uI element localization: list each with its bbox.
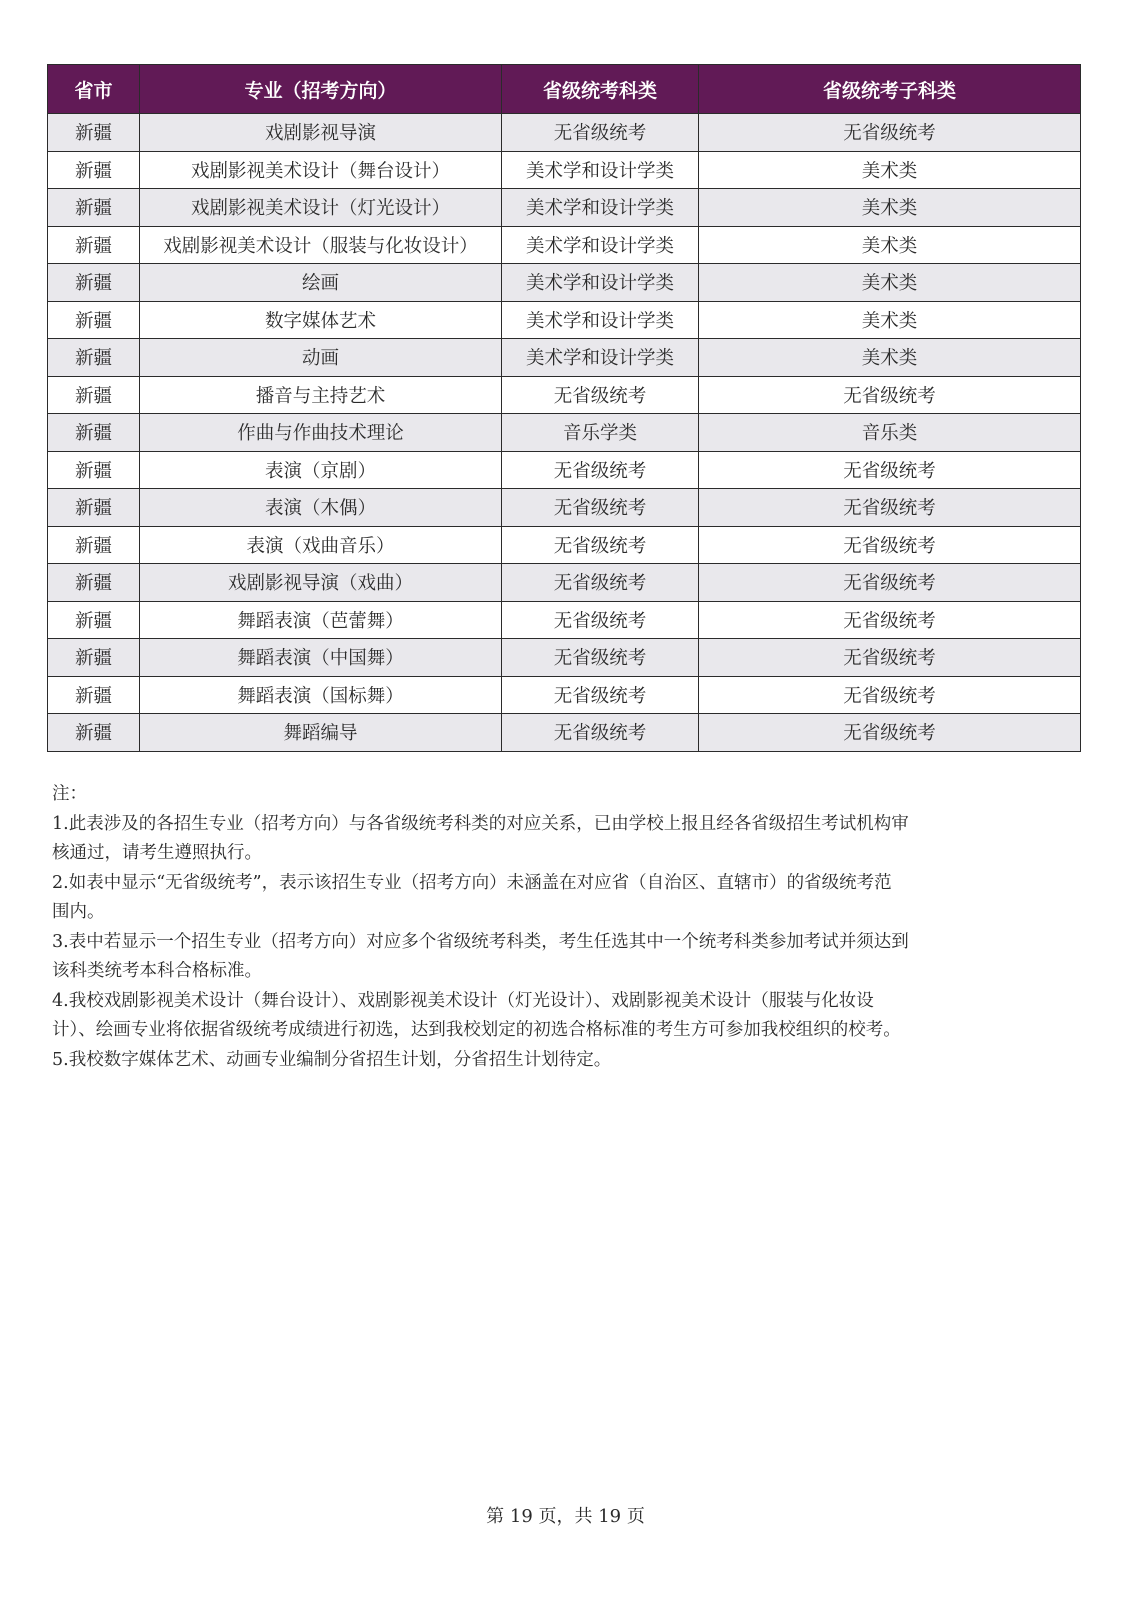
cell-exam-category: 美术学和设计学类 xyxy=(502,301,699,339)
cell-major: 舞蹈编导 xyxy=(140,714,502,752)
cell-province: 新疆 xyxy=(48,414,140,452)
table-row xyxy=(48,151,1081,189)
table-row xyxy=(48,376,1081,414)
cell-province: 新疆 xyxy=(48,151,140,189)
cell-province: 新疆 xyxy=(48,339,140,377)
table-row xyxy=(48,676,1081,714)
cell-exam-subcategory: 美术类 xyxy=(699,151,1081,189)
note-line: 5.我校数字媒体艺术、动画专业编制分省招生计划，分省招生计划待定。 xyxy=(52,1049,612,1070)
cell-exam-subcategory: 音乐类 xyxy=(699,414,1081,452)
header-province: 省市 xyxy=(48,65,140,114)
cell-exam-subcategory: 美术类 xyxy=(699,189,1081,227)
header-row xyxy=(48,65,1081,114)
cell-exam-subcategory: 美术类 xyxy=(699,301,1081,339)
cell-exam-subcategory: 美术类 xyxy=(699,264,1081,302)
cell-exam-subcategory: 无省级统考 xyxy=(699,489,1081,527)
cell-exam-subcategory: 无省级统考 xyxy=(699,114,1081,152)
cell-exam-subcategory: 美术类 xyxy=(699,339,1081,377)
cell-exam-subcategory: 无省级统考 xyxy=(699,526,1081,564)
cell-exam-category: 无省级统考 xyxy=(502,639,699,677)
table-row xyxy=(48,226,1081,264)
table-row xyxy=(48,451,1081,489)
cell-major: 戏剧影视美术设计（灯光设计） xyxy=(140,189,502,227)
cell-province: 新疆 xyxy=(48,226,140,264)
cell-major: 表演（京剧） xyxy=(140,451,502,489)
table-row xyxy=(48,526,1081,564)
page-number: 第 19 页，共 19 页 xyxy=(486,1506,645,1527)
cell-province: 新疆 xyxy=(48,676,140,714)
admission-category-table xyxy=(47,64,1081,752)
cell-exam-category: 无省级统考 xyxy=(502,564,699,602)
notes-lines xyxy=(52,810,1072,1076)
cell-major: 绘画 xyxy=(140,264,502,302)
cell-exam-subcategory: 无省级统考 xyxy=(699,451,1081,489)
cell-major: 舞蹈表演（芭蕾舞） xyxy=(140,601,502,639)
cell-exam-category: 美术学和设计学类 xyxy=(502,151,699,189)
note-line: 3.表中若显示一个招生专业（招考方向）对应多个省级统考科类，考生任选其中一个统考科类参加考试并须达到 xyxy=(52,931,909,952)
notes-section xyxy=(52,780,1072,1075)
cell-exam-category: 无省级统考 xyxy=(502,601,699,639)
cell-exam-category: 音乐学类 xyxy=(502,414,699,452)
table-row xyxy=(48,414,1081,452)
cell-major: 戏剧影视美术设计（舞台设计） xyxy=(140,151,502,189)
cell-major: 表演（木偶） xyxy=(140,489,502,527)
cell-province: 新疆 xyxy=(48,601,140,639)
note-line: 2.如表中显示“无省级统考”，表示该招生专业（招考方向）未涵盖在对应省（自治区、直辖市）的省级统考范 xyxy=(52,872,892,893)
table-header xyxy=(48,65,1081,114)
cell-exam-category: 无省级统考 xyxy=(502,714,699,752)
header-major: 专业（招考方向） xyxy=(140,65,502,114)
cell-province: 新疆 xyxy=(48,114,140,152)
table-body xyxy=(48,114,1081,752)
cell-province: 新疆 xyxy=(48,376,140,414)
cell-exam-category: 无省级统考 xyxy=(502,676,699,714)
note-line: 该科类统考本科合格标准。 xyxy=(52,961,262,981)
table-row xyxy=(48,601,1081,639)
table-row xyxy=(48,639,1081,677)
cell-province: 新疆 xyxy=(48,489,140,527)
cell-major: 舞蹈表演（中国舞） xyxy=(140,639,502,677)
note-line: 围内。 xyxy=(52,902,105,922)
cell-exam-category: 美术学和设计学类 xyxy=(502,189,699,227)
note-line: 1.此表涉及的各招生专业（招考方向）与各省级统考科类的对应关系，已由学校上报且经各省级招生考试机构审 xyxy=(52,813,909,834)
cell-exam-subcategory: 无省级统考 xyxy=(699,564,1081,602)
cell-exam-subcategory: 无省级统考 xyxy=(699,639,1081,677)
cell-exam-category: 无省级统考 xyxy=(502,114,699,152)
notes-title: 注： xyxy=(52,784,87,804)
cell-exam-category: 美术学和设计学类 xyxy=(502,226,699,264)
cell-exam-category: 美术学和设计学类 xyxy=(502,339,699,377)
note-line: 计）、绘画专业将依据省级统考成绩进行初选，达到我校划定的初选合格标准的考生方可参加我校组织的校考。 xyxy=(52,1020,901,1040)
cell-province: 新疆 xyxy=(48,264,140,302)
cell-exam-subcategory: 无省级统考 xyxy=(699,676,1081,714)
cell-major: 播音与主持艺术 xyxy=(140,376,502,414)
cell-exam-subcategory: 美术类 xyxy=(699,226,1081,264)
cell-exam-subcategory: 无省级统考 xyxy=(699,601,1081,639)
cell-exam-category: 美术学和设计学类 xyxy=(502,264,699,302)
table-row xyxy=(48,489,1081,527)
note-line: 核通过，请考生遵照执行。 xyxy=(52,843,262,863)
cell-major: 戏剧影视导演（戏曲） xyxy=(140,564,502,602)
cell-exam-subcategory: 无省级统考 xyxy=(699,714,1081,752)
cell-province: 新疆 xyxy=(48,564,140,602)
cell-exam-category: 无省级统考 xyxy=(502,451,699,489)
cell-major: 戏剧影视导演 xyxy=(140,114,502,152)
table-row xyxy=(48,339,1081,377)
table-row xyxy=(48,114,1081,152)
table-row xyxy=(48,714,1081,752)
cell-exam-category: 无省级统考 xyxy=(502,489,699,527)
table-row xyxy=(48,564,1081,602)
cell-major: 表演（戏曲音乐） xyxy=(140,526,502,564)
table-row xyxy=(48,301,1081,339)
cell-major: 动画 xyxy=(140,339,502,377)
cell-province: 新疆 xyxy=(48,526,140,564)
cell-major: 作曲与作曲技术理论 xyxy=(140,414,502,452)
table-row xyxy=(48,264,1081,302)
cell-exam-subcategory: 无省级统考 xyxy=(699,376,1081,414)
cell-province: 新疆 xyxy=(48,189,140,227)
cell-province: 新疆 xyxy=(48,714,140,752)
header-exam-subcategory: 省级统考子科类 xyxy=(699,65,1081,114)
note-line: 4.我校戏剧影视美术设计（舞台设计）、戏剧影视美术设计（灯光设计）、戏剧影视美术设计（服装与化妆设 xyxy=(52,990,874,1011)
cell-province: 新疆 xyxy=(48,639,140,677)
cell-exam-category: 无省级统考 xyxy=(502,526,699,564)
table-row xyxy=(48,189,1081,227)
cell-major: 舞蹈表演（国标舞） xyxy=(140,676,502,714)
cell-province: 新疆 xyxy=(48,301,140,339)
cell-major: 戏剧影视美术设计（服装与化妆设计） xyxy=(140,226,502,264)
header-exam-category: 省级统考科类 xyxy=(502,65,699,114)
cell-exam-category: 无省级统考 xyxy=(502,376,699,414)
cell-major: 数字媒体艺术 xyxy=(140,301,502,339)
cell-province: 新疆 xyxy=(48,451,140,489)
